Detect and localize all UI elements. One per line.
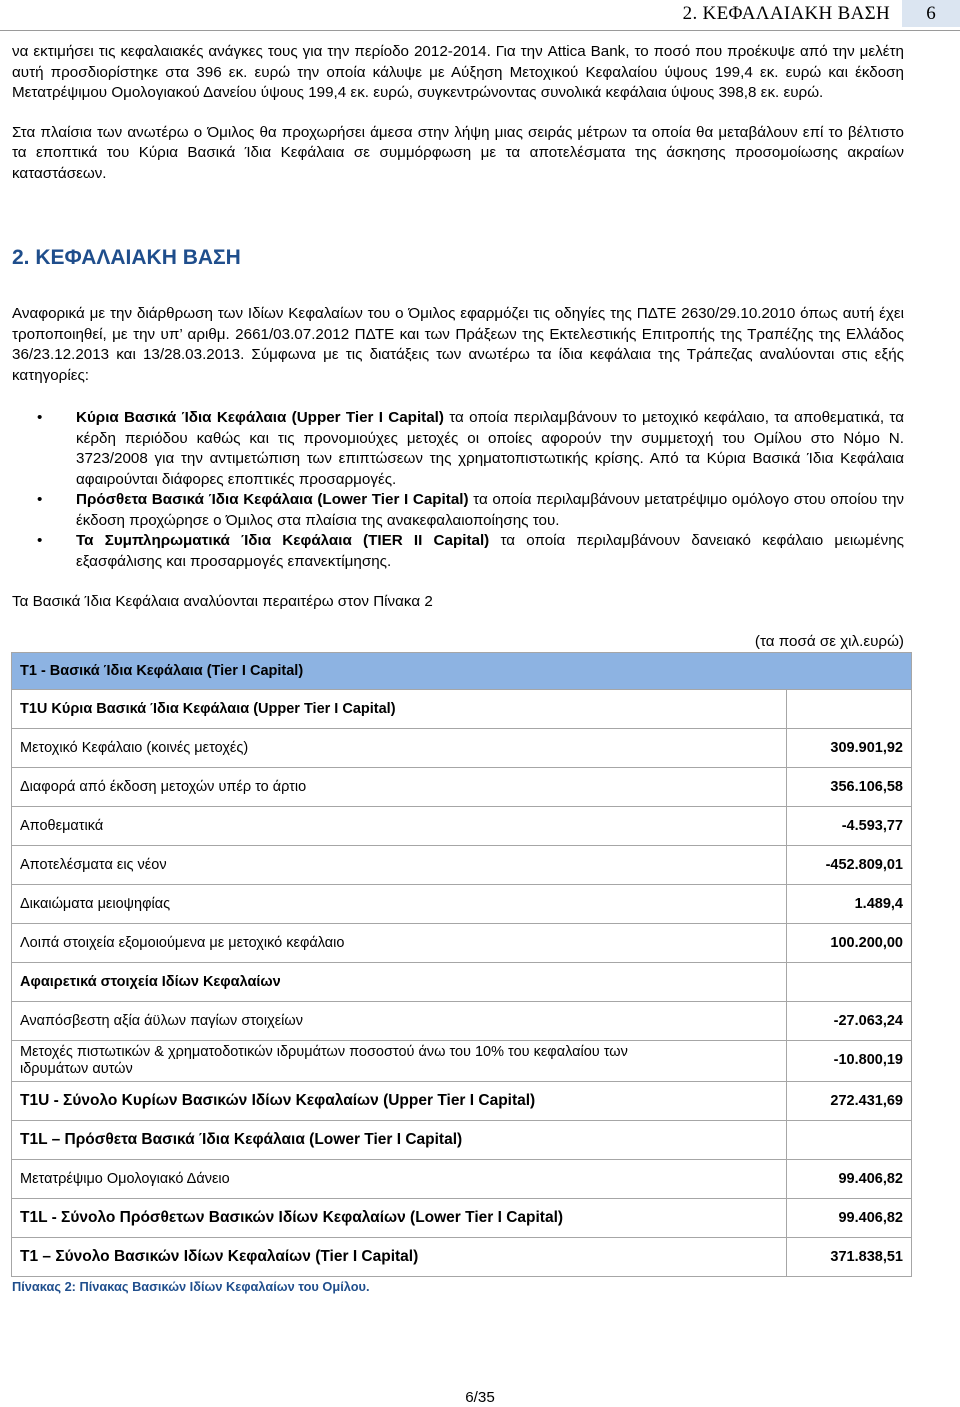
table-cell-value: -27.063,24 [786,1001,911,1040]
table-row [12,652,912,689]
page-footer: 6/35 [465,1389,495,1406]
table-caption: Πίνακας 2: Πίνακας Βασικών Ιδίων Κεφαλαίων του Ομίλου. [12,1278,370,1294]
table-cell-value: 356.106,58 [786,767,911,806]
table-cell-value: 272.431,69 [786,1081,911,1120]
table-row [12,767,912,806]
header-page-number: 6 [902,0,960,27]
header-rule [0,30,960,31]
table-cell-value: 1.489,4 [786,884,911,923]
section-heading: 2. ΚΕΦΑΛΑΙΑΚΗ ΒΑΣΗ [12,246,241,269]
table-row [12,1198,912,1237]
tier1-capital-table [11,652,912,1277]
table-row [12,1120,912,1159]
table-row [12,962,912,1001]
table-cell-label: Μετατρέψιμο Ομολογιακό Δάνειο [12,1159,787,1198]
table-cell-value [786,689,911,728]
table-row [12,1237,912,1276]
page-header [0,0,960,27]
table-row [12,1001,912,1040]
table-row [12,845,912,884]
list-item [12,531,904,572]
table-cell-value: 99.406,82 [786,1198,911,1237]
bullet-icon: • [37,409,43,426]
list-item [12,490,904,531]
table-cell-value: -4.593,77 [786,806,911,845]
table-cell-label: Αναπόσβεστη αξία άϋλων παγίων στοιχείων [12,1001,787,1040]
table-row [12,1081,912,1120]
table-cell-value [786,962,911,1001]
table-cell-value: 99.406,82 [786,1159,911,1198]
list-item-title: Κύρια Βασικά Ίδια Κεφάλαια (Upper Tier I Capital) [76,409,444,426]
table-cell-label: T1U - Σύνολο Κυρίων Βασικών Ιδίων Κεφαλαίων (Upper Tier I Capital) [12,1081,787,1120]
page-content [12,42,904,1294]
bullet-icon: • [37,491,43,508]
table-cell-label: Μετοχές πιστωτικών & χρηματοδοτικών ιδρυμάτων ποσοστού άνω του 10% του κεφαλαίου των ιδρυμάτων αυτών [12,1040,787,1081]
table-cell-value: -452.809,01 [786,845,911,884]
table-row [12,923,912,962]
paragraph-structure: Αναφορικά με την διάρθρωση των Ιδίων Κεφαλαίων του ο Όμιλος εφαρμόζει τις οδηγίες της ΠΔΤΕ 2630/29.10.2010 όπως αυτή έχει τροποποιηθεί, με την υπ’ αριθμ. 2661/03.07.2012 ΠΔΤΕ και των Πράξεων της Εκτελεστικής Επιτροπής της Τραπέζης της Ελλάδος 36/23.12.2013 και 13/28.03.2013. Σύμφωνα με τις διατάξεις των ανωτέρω τα ίδια κεφάλαια της Τράπεζας αναλύονται στις εξής κατηγορίες: [12,305,904,384]
list-item-text: τα οποία περιλαμβάνουν δανειακό κεφάλαιο μειωμένης εξασφάλισης και προσαρμογές επανεκτίμησης. [76,532,904,570]
table-cell-label: Διαφορά από έκδοση μετοχών υπέρ το άρτιο [12,767,787,806]
table-cell-value: 309.901,92 [786,728,911,767]
list-item [12,408,904,490]
table-cell-value [786,1120,911,1159]
table-cell-value: -10.800,19 [786,1040,911,1081]
paragraph-table-intro: Τα Βασικά Ίδια Κεφάλαια αναλύονται περαιτέρω στον Πίνακα 2 [12,593,433,610]
table-cell-label: T1L – Πρόσθετα Βασικά Ίδια Κεφάλαια (Lower Tier I Capital) [12,1120,787,1159]
table-cell-label: Τ1 - Βασικά Ίδια Κεφάλαια (Tier I Capital) [12,652,912,689]
list-item-text: τα οποία περιλαμβάνουν το μετοχικό κεφάλαιο, τα αποθεματικά, τα κέρδη περιόδου καθώς και τις προνομιούχες μετοχές οι οποίες αφορούν την συμμετοχή του Ομίλου στο Νόμο Ν. 3723/2008 για την αντιμετώπιση των επιπτώσεων της χρηματοπιστωτικής κρίσης. Από τα Κύρια Βασικά Ίδια Κεφάλαια αφαιρούνται διάφορες εποπτικές προσαρμογές. [76,409,904,488]
table-cell-label: Δικαιώματα μειοψηφίας [12,884,787,923]
table-row [12,689,912,728]
paragraph-measures: Στα πλαίσια των ανωτέρω ο Όμιλος θα προχωρήσει άμεσα στην λήψη μιας σειράς μέτρων τα οποία θα μεταβάλουν επί το βέλτιστο τα εποπτικά του Κύρια Βασικά Ίδια Κεφάλαια σε συμμόρφωση με τα αποτελέσματα της άσκησης προσομοίωσης ακραίων καταστάσεων. [12,123,904,182]
table-cell-label: T1U Κύρια Βασικά Ίδια Κεφάλαια (Upper Tier I Capital) [12,689,787,728]
table-cell-label: Αποθεματικά [12,806,787,845]
bullet-icon: • [37,532,43,549]
table-row [12,1040,912,1081]
header-title: 2. ΚΕΦΑΛΑΙΑΚΗ ΒΑΣΗ [682,3,890,24]
table-cell-label: Λοιπά στοιχεία εξομοιούμενα με μετοχικό κεφάλαιο [12,923,787,962]
list-item-title: Πρόσθετα Βασικά Ίδια Κεφάλαια (Lower Tier I Capital) [76,491,469,508]
table-cell-label: Αποτελέσματα εις νέον [12,845,787,884]
table-cell-label: Αφαιρετικά στοιχεία Ιδίων Κεφαλαίων [12,962,787,1001]
table-cell-value: 100.200,00 [786,923,911,962]
table-row [12,1159,912,1198]
table-row [12,728,912,767]
list-item-text: τα οποία περιλαμβάνουν μετατρέψιμο ομόλογο στου οποίου την έκδοση προχώρησε ο Όμιλος στα πλαίσια της ανακεφαλαιοποίησης του. [76,491,904,529]
table-row [12,806,912,845]
table-row [12,884,912,923]
table-cell-label: Μετοχικό Κεφάλαιο (κοινές μετοχές) [12,728,787,767]
capital-categories-list [12,408,904,572]
table-cell-label: T1L - Σύνολο Πρόσθετων Βασικών Ιδίων Κεφαλαίων (Lower Tier I Capital) [12,1198,787,1237]
table-units-note: (τα ποσά σε χιλ.ευρώ) [754,632,904,650]
table-cell-label: Τ1 – Σύνολο Βασικών Ιδίων Κεφαλαίων (Tier I Capital) [12,1237,787,1276]
table-cell-value: 371.838,51 [786,1237,911,1276]
paragraph-intro: να εκτιμήσει τις κεφαλαιακές ανάγκες τους για την περίοδο 2012-2014. Για την Attica Bank, το ποσό που προέκυψε από την μελέτη αυτή προσδιορίστηκε στα 396 εκ. ευρώ την οποία κάλυψε με Αύξηση Μετοχικού Κεφαλαίου ύψους 199,4 εκ. ευρώ και έκδοση Μετατρέψιμου Ομολογιακού Δανείου ύψους 199,4 εκ. ευρώ, συγκεντρώνοντας συνολικά κεφάλαια ύψους 398,8 εκ. ευρώ. [12,43,904,101]
list-item-title: Τα Συμπληρωματικά Ίδια Κεφάλαια (TIER II Capital) [76,532,490,549]
